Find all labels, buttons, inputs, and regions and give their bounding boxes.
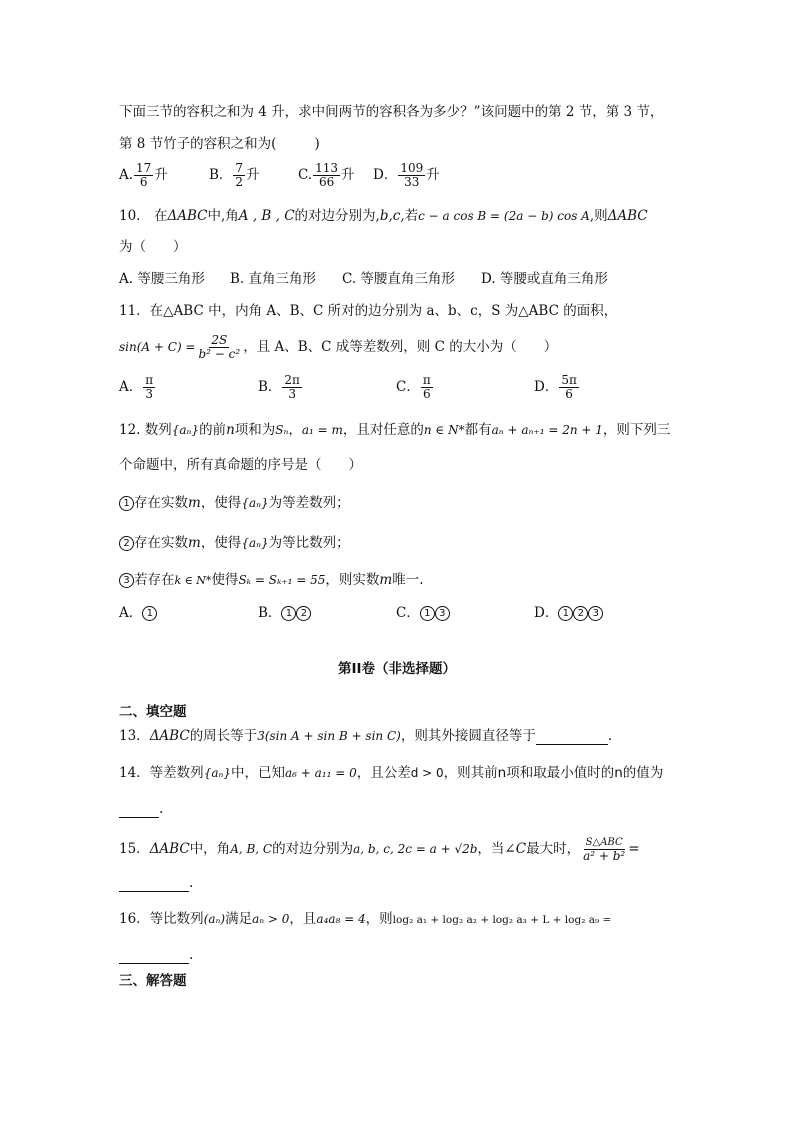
q9-line2 [119, 135, 320, 153]
q16-line2: . [119, 946, 193, 964]
q12-statement-3: 3 若存在k ∈ N*使得Sₖ = Sₖ₊₁ = 55，则实数m唯一. [119, 571, 424, 590]
section-title: 第II卷（非选择题） [337, 661, 457, 677]
q13-line: 13．ΔABC的周长等于3(sin A + sin B + sin C)，则其外接圆直径等于 . [119, 728, 613, 744]
q10-option-a: A. 等腰三角形 [119, 271, 205, 287]
q11-option-d: D． $\frac{5\pi}{6}$ [534, 373, 577, 401]
q13-answer-blank [536, 730, 608, 745]
circled-number-2: 2 [119, 536, 134, 551]
q12-option-c: C． 1 3 [396, 604, 450, 622]
q11-line2: sin(A + C) = $\frac{2S}{\text{b² − c²}}$ ，且 A、B、C 成等差数列，则 C 的大小为（ ） [119, 333, 558, 361]
q16-line1: 16．等比数列(aₙ)满足aₙ > 0，且a₄a₈ = 4，则log₂ a₁ + log₂ a₂ + log₂ a₃ + L + log₂ a₉ = [119, 911, 612, 927]
q12-option-d: D． 1 2 3 [534, 604, 603, 622]
q12-line2: 个命题中，所有真命题的序号是（ ） [119, 457, 362, 473]
q10-option-b: B. 直角三角形 [230, 271, 317, 287]
q9-paren-close: ) [314, 136, 320, 152]
q12-statement-2: 2 存在实数m，使得{aₙ}为等比数列； [119, 534, 350, 552]
q11-line1: 11．在△ABC 中，内角 A、B、C 所对的边分别为 a、b、c，S 为△ABC 的面积， [119, 303, 618, 319]
part2-heading: 二、填空题 [119, 704, 187, 720]
q14-answer-blank [119, 803, 159, 818]
q14-line1: 14．等差数列{aₙ}中，已知a₆ + a₁₁ = 0，且公差d > 0，则其前n项和取最小值时的n的值为 [119, 765, 664, 781]
q9-stem-end: 第 8 节竹子的容积之和为( [119, 136, 277, 152]
q12-line1: 12. 数列{aₙ}的前n项和为Sₙ，a₁ = m，且对任意的n ∈ N*都有aₙ + aₙ₊₁ = 2n + 1，则下列三 [119, 422, 671, 438]
q15-line2: . [119, 874, 193, 892]
q16-answer-blank [119, 949, 189, 964]
q11-option-c: C． $\frac{\pi}{6}$ [396, 373, 431, 401]
q10-line2: 为（ ） [119, 239, 187, 255]
q9-option-a: A. $\frac{17}{6}$ 升 [119, 161, 168, 189]
q11-option-b: B． $\frac{2\pi}{3}$ [258, 373, 300, 401]
q9-line1: 下面三节的容积之和为 4 升，求中间两节的容积各为多少？”该问题中的第 2 节，第 3 节， [119, 104, 664, 120]
q15-answer-blank [119, 877, 189, 892]
q11-option-a: A． $\frac{\pi}{3}$ [119, 373, 154, 401]
circled-number-3: 3 [119, 573, 134, 588]
q15-line1: 15．ΔABC中，角A, B, C的对边分别为a, b, c, 2c = a + √2b，当∠C最大时， $\frac{\text{S△ABC}}{\text{a² + b²}}$ = [119, 837, 640, 863]
q10-line1: 10. 在ΔABC中,角A , B , C的对边分别为,b,c,若c − a cos B = (2a − b) cos A,则ΔABC [119, 208, 648, 224]
q14-line2: . [119, 800, 163, 818]
q10-option-c: C. 等腰直角三角形 [342, 271, 455, 287]
q10-option-d: D. 等腰或直角三角形 [481, 271, 608, 287]
part3-heading: 三、解答题 [119, 973, 187, 989]
circled-number-1: 1 [119, 496, 134, 511]
q9-option-b: B． $\frac{7}{2}$ 升 [209, 161, 260, 189]
q9-option-c: C. $\frac{113}{66}$ 升 [298, 161, 355, 189]
q12-statement-1: 1 存在实数m，使得{aₙ}为等差数列； [119, 494, 350, 512]
q12-option-b: B． 1 2 [258, 604, 311, 622]
q12-option-a: A． 1 [119, 604, 157, 622]
q9-option-d: D． $\frac{109}{33}$ 升 [373, 161, 440, 189]
